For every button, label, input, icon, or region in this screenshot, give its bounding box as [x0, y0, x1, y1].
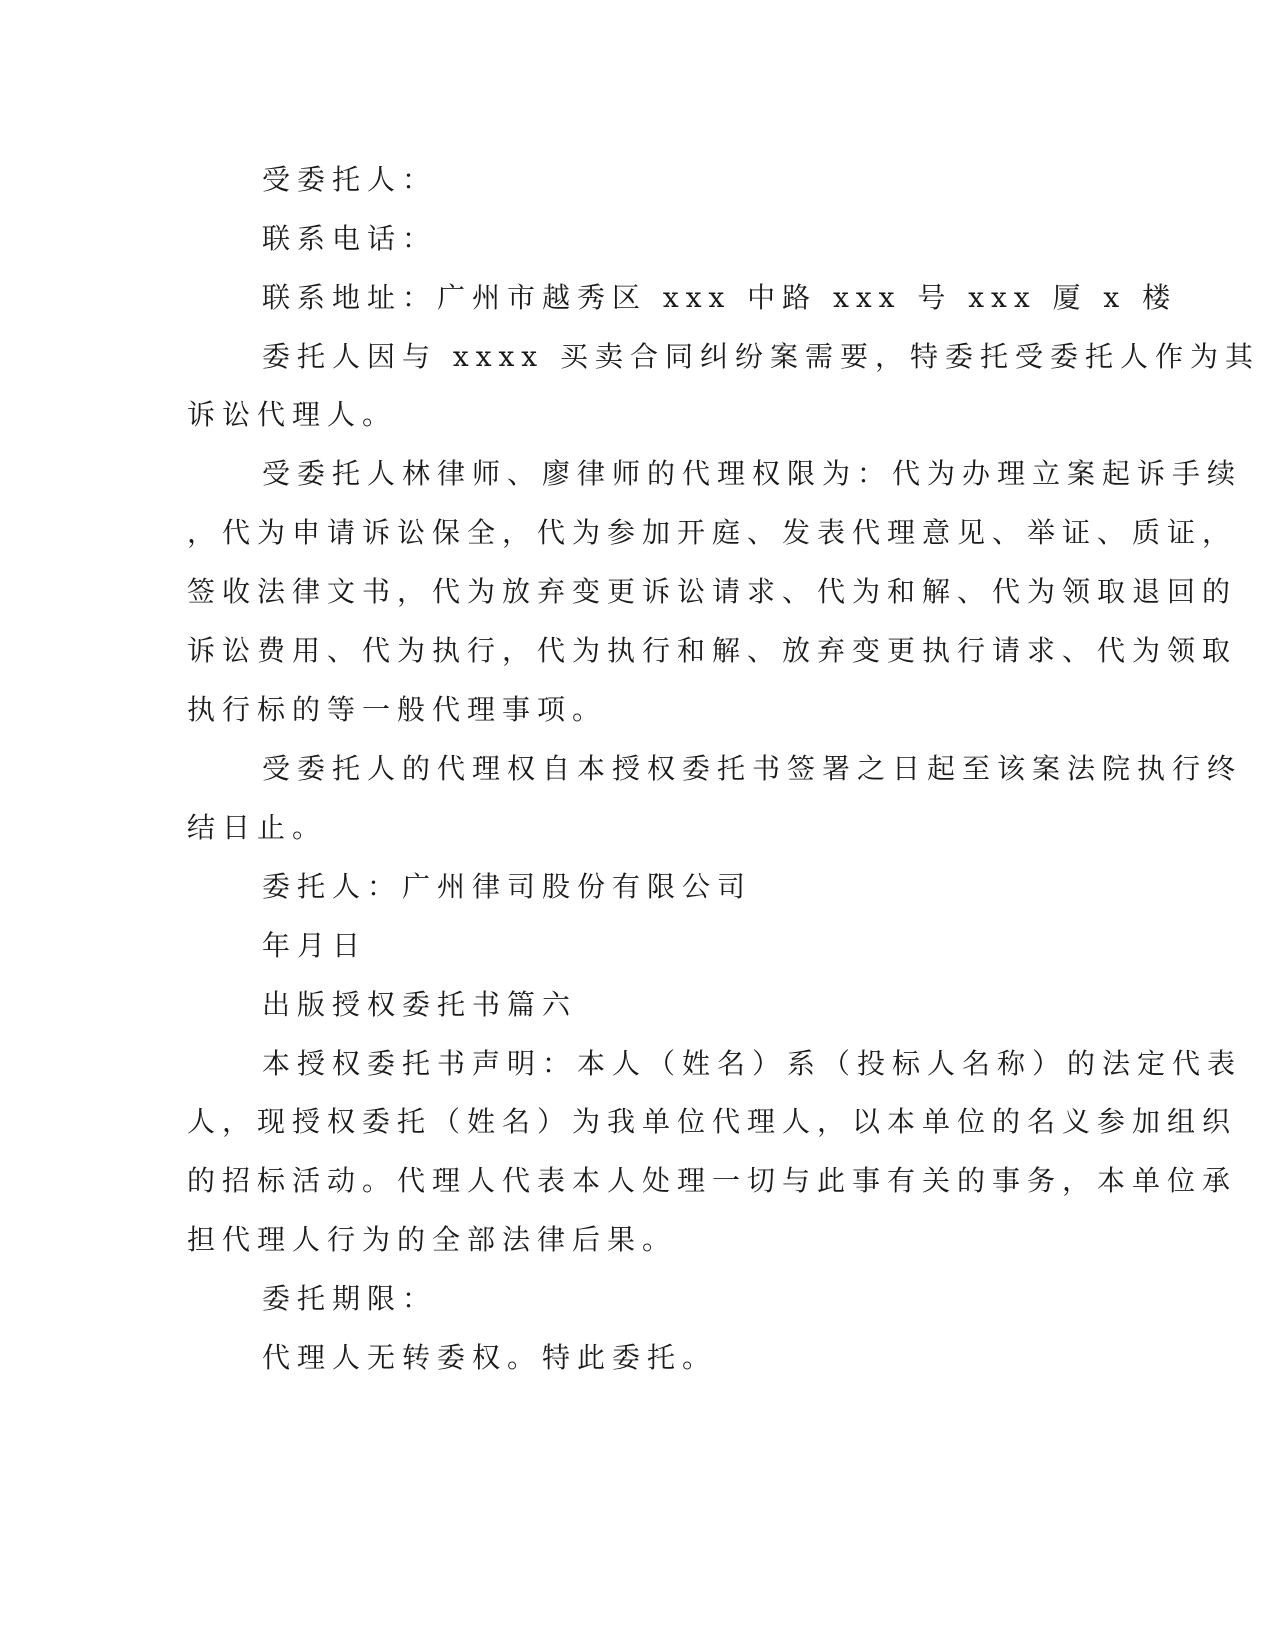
paragraph-line: 本授权委托书声明：本人（姓名）系（投标人名称）的法定代表	[262, 1047, 1243, 1080]
paragraph-line: 人，现授权委托（姓名）为我单位代理人，以本单位的名义参加组织	[187, 1105, 1238, 1138]
closing-line: 代理人无转委权。特此委托。	[262, 1341, 718, 1374]
trustee-label: 受委托人：	[262, 163, 438, 196]
term-label: 委托期限：	[262, 1282, 438, 1315]
section-heading: 出版授权委托书篇六	[262, 988, 578, 1021]
paragraph-line: 诉讼代理人。	[187, 398, 398, 431]
date-line: 年月日	[262, 929, 368, 962]
paragraph-line: 签收法律文书，代为放弃变更诉讼请求、代为和解、代为领取退回的	[187, 575, 1238, 608]
paragraph-line: ，代为申请诉讼保全，代为参加开庭、发表代理意见、举证、质证，	[187, 516, 1238, 549]
paragraph-line: 的招标活动。代理人代表本人处理一切与此事有关的事务，本单位承	[187, 1164, 1238, 1197]
paragraph-line: 担代理人行为的全部法律后果。	[187, 1223, 678, 1256]
principal-line: 委托人：广州律司股份有限公司	[262, 870, 753, 903]
paragraph-line: 执行标的等一般代理事项。	[187, 693, 608, 726]
address-line: 联系地址：广州市越秀区 xxx 中路 xxx 号 xxx 厦 x 楼	[262, 281, 1178, 314]
paragraph-line: 结日止。	[187, 811, 328, 844]
paragraph-line: 委托人因与 xxxx 买卖合同纠纷案需要，特委托受委托人作为其	[262, 340, 1260, 373]
paragraph-line: 诉讼费用、代为执行，代为执行和解、放弃变更执行请求、代为领取	[187, 634, 1238, 667]
paragraph-line: 受委托人林律师、廖律师的代理权限为：代为办理立案起诉手续	[262, 457, 1243, 490]
paragraph-line: 受委托人的代理权自本授权委托书签署之日起至该案法院执行终	[262, 752, 1243, 785]
phone-label: 联系电话：	[262, 222, 438, 255]
